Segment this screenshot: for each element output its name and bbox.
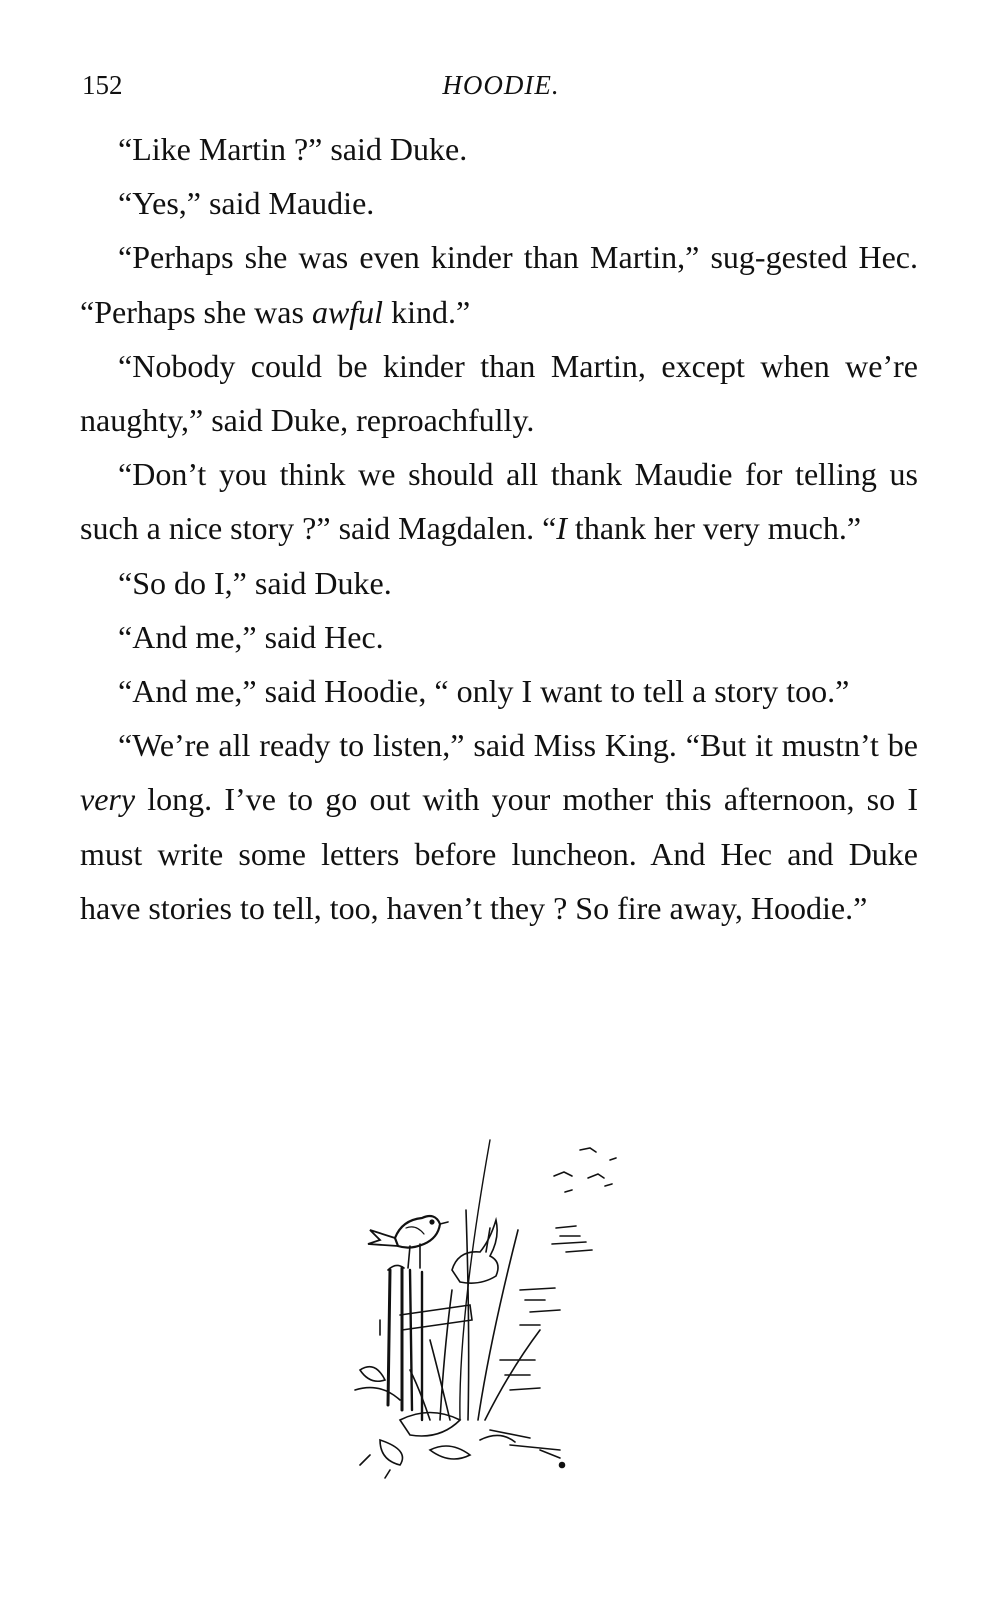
page-header	[82, 70, 920, 110]
paragraph-text: “Yes,” said Maudie.	[118, 185, 375, 222]
emphasis-very: very	[80, 781, 136, 818]
paragraph-5	[80, 447, 918, 555]
paragraph-9	[80, 718, 918, 935]
paragraph-text: “Like Martin ?” said Duke.	[118, 131, 468, 167]
running-title: HOODIE.	[442, 70, 560, 100]
paragraph-8	[80, 664, 918, 718]
paragraph-text: “Perhaps she was even kinder than Martin,” sug-gested Hec. “Perhaps she was	[80, 239, 918, 330]
paragraph-7	[80, 610, 918, 664]
paragraph-6	[80, 556, 918, 610]
paragraph-text: “So do I,” said Duke.	[118, 564, 392, 601]
page-number: 152	[82, 70, 123, 100]
paragraph-text: “We’re all ready to listen,” said Miss King. “But it mustn’t be	[118, 727, 918, 764]
paragraph-text: “And me,” said Hec.	[118, 618, 384, 655]
emphasis-i: I	[556, 510, 567, 547]
paragraph-4	[80, 339, 918, 447]
emphasis-awful: awful	[311, 293, 384, 330]
paragraph-text: thank her very much.”	[566, 510, 862, 547]
body-text	[80, 122, 918, 935]
paragraph-text: kind.”	[383, 293, 471, 330]
paragraph-text: “Nobody could be kinder than Martin, except when we’re naughty,” said Duke, reproachfully.	[80, 347, 918, 439]
bird-on-fence-illustration	[340, 1120, 640, 1480]
paragraph-2	[80, 176, 918, 230]
paragraph-text: “Don’t you think we should all thank Maudie for telling us such a nice story ?” said Magdalen. “	[80, 456, 918, 547]
paragraph-text: long. I’ve to go out with your mother this afternoon, so I must write some letters before luncheon. And Hec and Duke have stories to tell, too, haven’t they ? So fire away, Hoodie.”	[80, 781, 918, 926]
paragraph-3	[80, 230, 918, 338]
paragraph-text: “And me,” said Hoodie, “ only I want to tell a story too.”	[118, 673, 850, 710]
paragraph-1	[80, 122, 918, 176]
